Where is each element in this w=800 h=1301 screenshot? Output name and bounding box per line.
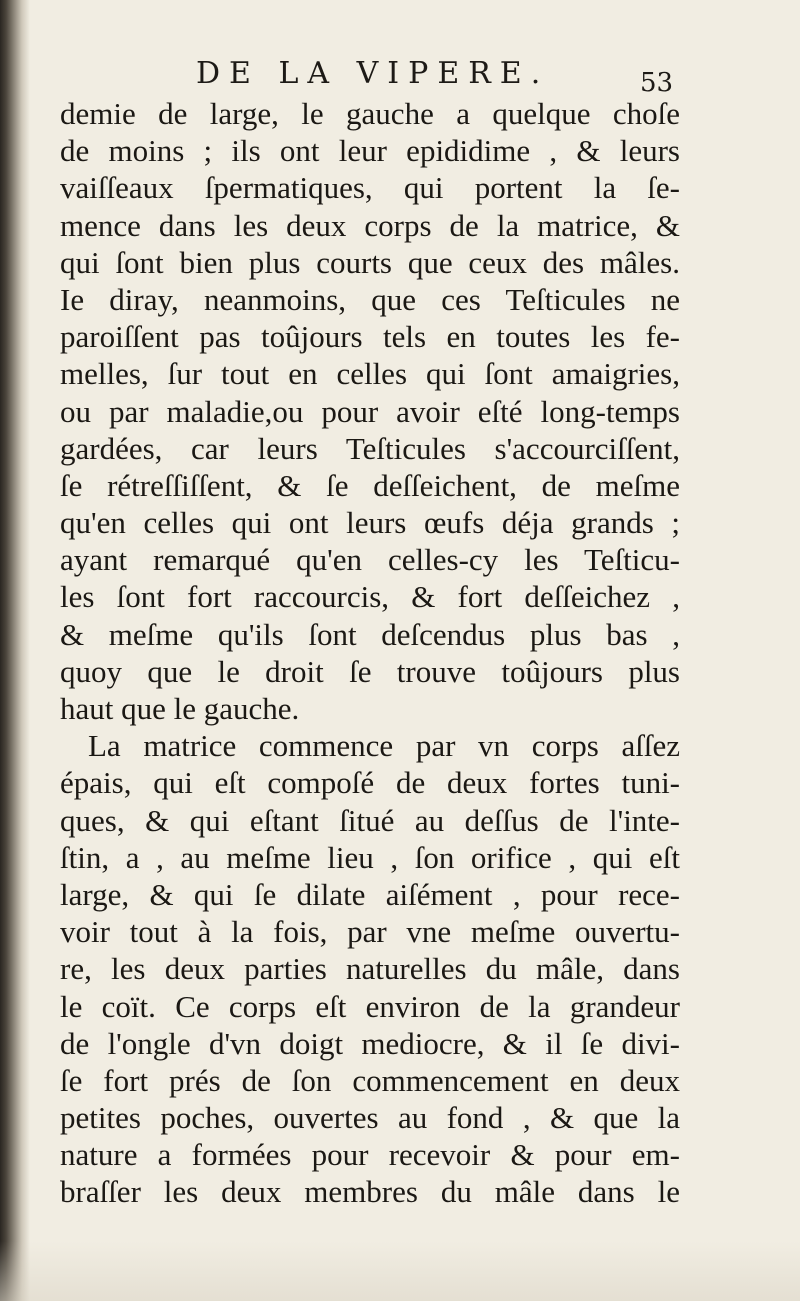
text-line: ſe fort prés de ſon commencement en deux <box>60 1062 680 1098</box>
text-line: La matrice commence par vn corps aſſez <box>88 728 680 764</box>
text-line: le coït. Ce corps eſt environ de la grandeur <box>60 988 680 1024</box>
text-line: Ie diray, neanmoins, que ces Teſticules ne <box>60 281 680 317</box>
text-line: voir tout à la fois, par vne meſme ouvertu- <box>60 914 680 950</box>
text-line: épais, qui eſt compoſé de deux fortes tuni- <box>60 765 680 801</box>
text-line: demie de large, le gauche a quelque choſe <box>60 96 680 131</box>
text-line: & meſme qu'ils ſont deſcendus plus bas , <box>60 616 680 652</box>
body-text <box>60 95 680 1211</box>
text-line: les ſont fort raccourcis, & fort deſſeichez , <box>60 579 680 615</box>
text-line: ou par maladie,ou pour avoir eſté long-temps <box>60 393 680 429</box>
running-title: DE LA VIPERE. <box>196 56 550 91</box>
text-line: braſſer les deux membres du mâle dans le <box>60 1174 680 1210</box>
text-line: qu'en celles qui ont leurs œufs déja grands ; <box>60 505 680 541</box>
text-line: ſtin, a , au meſme lieu , ſon orifice , qui eſt <box>60 839 680 875</box>
text-line: petites poches, ouvertes au fond , & que la <box>60 1100 680 1136</box>
text-line: quoy que le droit ſe trouve toûjours plus <box>60 653 680 689</box>
text-line: large, & qui ſe dilate aiſément , pour rece- <box>60 876 680 912</box>
text-line: mence dans les deux corps de la matrice, & <box>60 207 680 243</box>
text-line: de moins ; ils ont leur epididime , & leurs <box>60 133 680 169</box>
text-line: re, les deux parties naturelles du mâle, dans <box>60 951 680 987</box>
page-header <box>0 56 800 100</box>
page-bottom-shade <box>0 1241 800 1301</box>
text-line: nature a formées pour recevoir & pour em- <box>60 1137 680 1173</box>
text-line: ſe rétreſſiſſent, & ſe deſſeichent, de meſme <box>60 467 680 503</box>
text-line: ayant remarqué qu'en celles-cy les Teſticu- <box>60 542 680 578</box>
text-line: paroiſſent pas toûjours tels en toutes les fe- <box>60 319 680 355</box>
text-line: ques, & qui eſtant ſitué au deſſus de l'inte- <box>60 802 680 838</box>
text-line: vaiſſeaux ſpermatiques, qui portent la ſe- <box>60 170 680 206</box>
text-line: qui ſont bien plus courts que ceux des mâles. <box>60 244 680 280</box>
page-number: 53 <box>640 68 674 98</box>
text-line: gardées, car leurs Teſticules s'accourciſſent, <box>60 430 680 466</box>
page-gutter-shadow <box>0 0 30 1301</box>
text-line: de l'ongle d'vn doigt mediocre, & il ſe divi- <box>60 1025 680 1061</box>
text-line: melles, ſur tout en celles qui ſont amaigries, <box>60 356 680 392</box>
text-line: haut que le gauche. <box>60 691 300 726</box>
